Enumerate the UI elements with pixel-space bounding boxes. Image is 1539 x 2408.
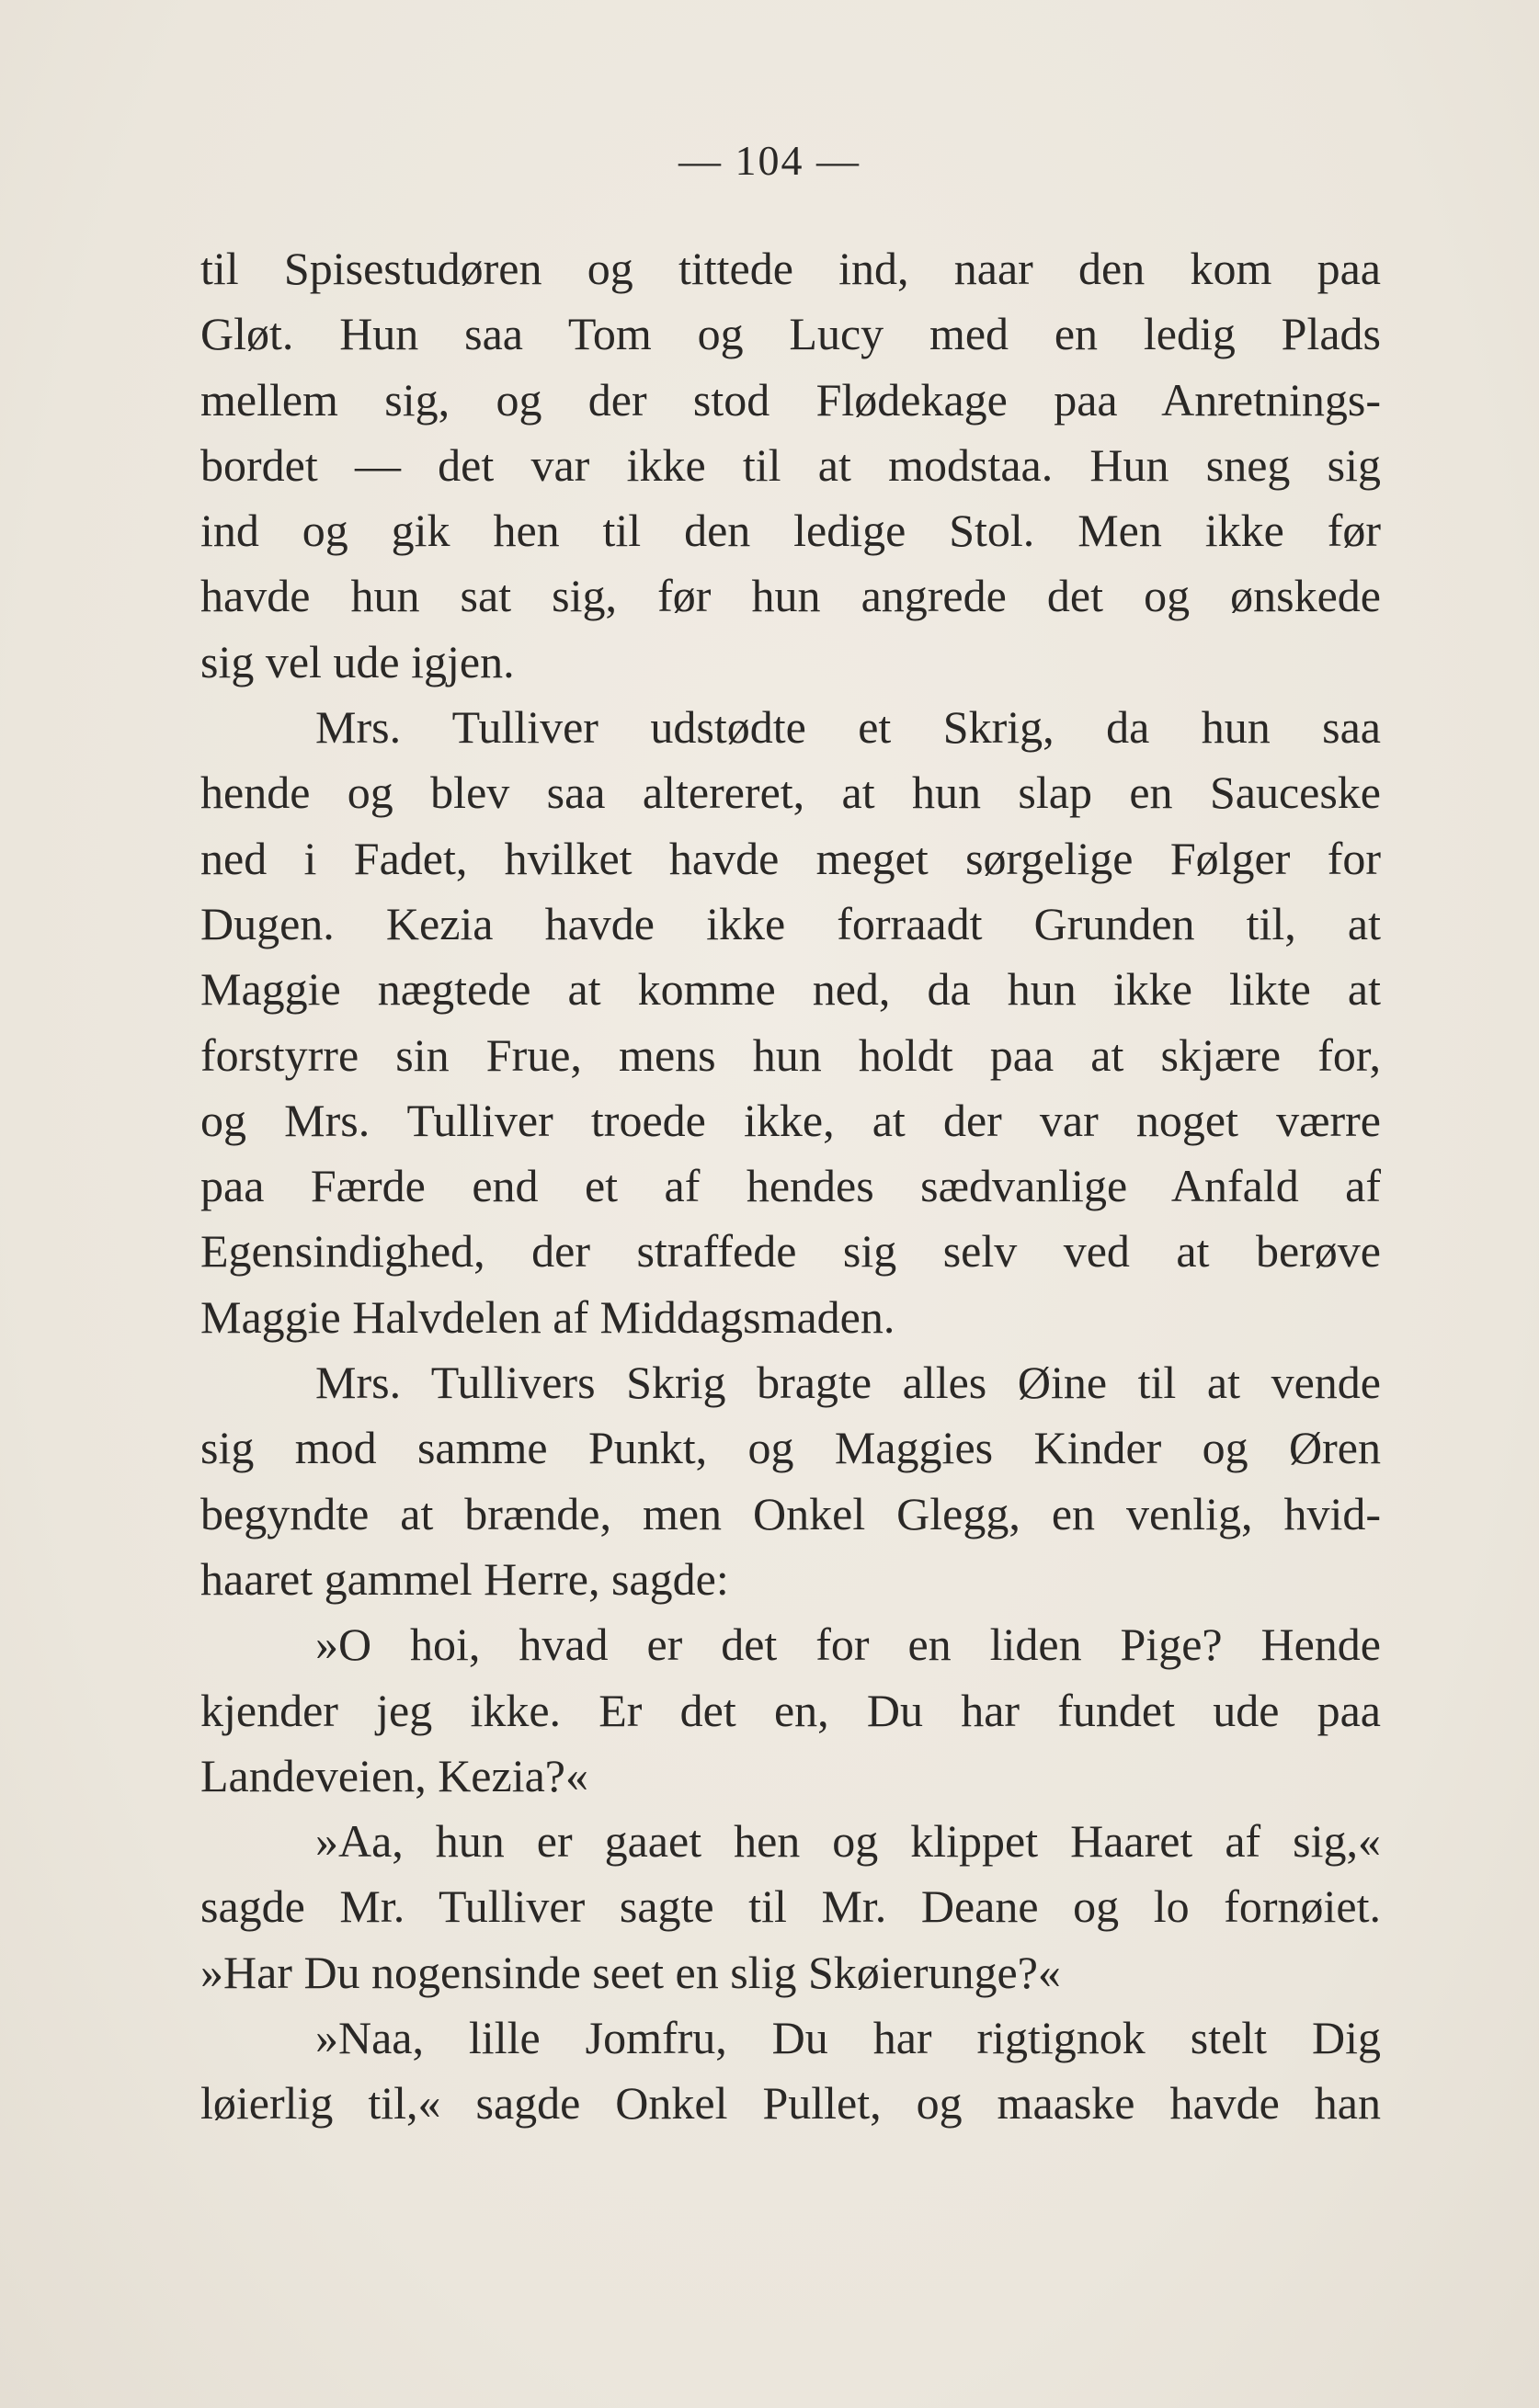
text-line: løierlig til,« sagde Onkel Pullet, og maaske havde han	[200, 2077, 1381, 2130]
text-line: Maggie nægtede at komme ned, da hun ikke likte at	[200, 963, 1381, 1016]
page-number: — 104 —	[678, 137, 861, 184]
text-line: sig vel ude igjen.	[200, 635, 515, 687]
text-line: mellem sig, og der stod Flødekage paa Anretnings-	[200, 373, 1381, 426]
text-line: ind og gik hen til den ledige Stol. Men ikke før	[200, 505, 1381, 557]
text-line: Landeveien, Kezia?«	[200, 1749, 588, 1801]
text-line: »O hoi, hvad er det for en liden Pige? Hende	[315, 1619, 1381, 1671]
body-text	[200, 236, 1381, 2137]
text-line: bordet — det var ikke til at modstaa. Hun sneg sig	[200, 438, 1381, 491]
text-line: paa Færde end et af hendes sædvanlige Anfald af	[200, 1160, 1381, 1212]
text-line: begyndte at brænde, men Onkel Glegg, en venlig, hvid-	[200, 1487, 1381, 1539]
text-line: kjender jeg ikke. Er det en, Du har fundet ude paa	[200, 1684, 1381, 1736]
text-line: Maggie Halvdelen af Middagsmaden.	[200, 1290, 895, 1343]
text-line: sagde Mr. Tulliver sagte til Mr. Deane og lo fornøiet.	[200, 1880, 1381, 1933]
text-line: »Har Du nogensinde seet en slig Skøierunge?«	[200, 1946, 1061, 1998]
text-line: »Naa, lille Jomfru, Du har rigtignok stelt Dig	[315, 2012, 1381, 2064]
text-line: til Spisestudøren og tittede ind, naar den kom paa	[200, 243, 1381, 294]
text-line: hende og blev saa altereret, at hun slap en Sauceske	[200, 767, 1381, 819]
text-line: Gløt. Hun saa Tom og Lucy med en ledig Plads	[200, 308, 1381, 360]
text-line: Dugen. Kezia havde ikke forraadt Grunden til, at	[200, 897, 1381, 949]
text-line: Mrs. Tulliver udstødte et Skrig, da hun saa	[315, 701, 1381, 754]
text-line: forstyrre sin Frue, mens hun holdt paa at skjære for,	[200, 1028, 1381, 1081]
text-line: ned i Fadet, hvilket havde meget sørgelige Følger for	[200, 832, 1381, 884]
text-line: haaret gammel Herre, sagde:	[200, 1552, 729, 1605]
text-line: og Mrs. Tulliver troede ikke, at der var noget værre	[200, 1094, 1381, 1146]
text-line: Egensindighed, der straffede sig selv ved at berøve	[200, 1225, 1381, 1278]
text-line: Mrs. Tullivers Skrig bragte alles Øine til at vende	[315, 1357, 1381, 1409]
text-line: »Aa, hun er gaaet hen og klippet Haaret af sig,«	[315, 1815, 1381, 1868]
text-line: sig mod samme Punkt, og Maggies Kinder og Øren	[200, 1422, 1381, 1474]
text-line: havde hun sat sig, før hun angrede det og ønskede	[200, 570, 1381, 622]
